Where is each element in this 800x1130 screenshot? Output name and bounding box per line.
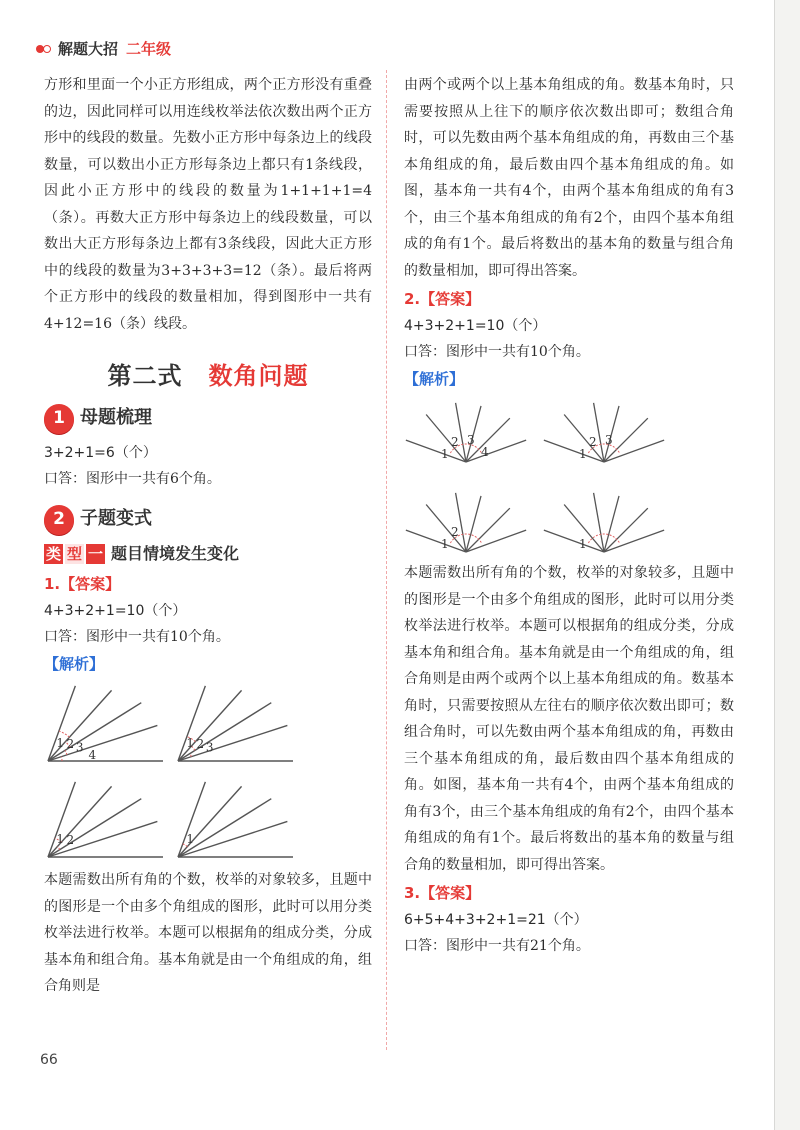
fan-figure-2 <box>178 686 293 761</box>
fan-figure-3 <box>48 782 163 857</box>
q1-formula: 4+3+2+1=10（个） <box>44 602 187 619</box>
angle-label: 3 <box>205 740 214 755</box>
ray-line <box>594 493 604 552</box>
running-header <box>36 38 171 59</box>
q1-answer: 口答：图形中一共有10个角。 <box>44 629 230 645</box>
type-char-1: 类 <box>46 544 62 563</box>
page-number: 66 <box>40 1052 58 1068</box>
angle-label: 3 <box>605 433 613 447</box>
fan-figure-4 <box>178 782 293 857</box>
ray-line <box>604 508 648 552</box>
angle-label: 1 <box>579 447 587 461</box>
fan-figure-5 <box>406 403 526 462</box>
ray-line <box>178 703 271 761</box>
type-char-2: 型 <box>67 544 83 563</box>
angle-label: 1 <box>441 447 449 461</box>
q3-answer-label: 3.【答案】 <box>404 884 481 902</box>
angle-label: 2 <box>196 737 205 752</box>
fan-figure-7 <box>406 493 526 552</box>
type-char-3: 一 <box>88 544 104 563</box>
angle-label: 3 <box>467 433 475 447</box>
q1-jiexi-label: 【解析】 <box>44 654 105 673</box>
angle-label: 2 <box>66 833 75 848</box>
ray-line <box>456 493 466 552</box>
fan-figure-1 <box>48 686 163 762</box>
ray-line <box>178 799 271 857</box>
angle-label: 2 <box>66 737 75 752</box>
q3-answer: 口答：图形中一共有21个角。 <box>404 938 590 954</box>
angle-label: 4 <box>88 748 97 763</box>
angle-label: 1 <box>186 832 194 847</box>
part2-badge: 2 <box>44 505 74 535</box>
ray-line <box>48 799 141 857</box>
section-title <box>44 363 372 390</box>
ray-line <box>456 403 466 462</box>
angle-label: 2 <box>451 525 459 539</box>
q2-jiexi-label: 【解析】 <box>404 369 465 388</box>
angle-label: 1 <box>56 736 64 751</box>
q2-angle-figures <box>404 392 734 560</box>
part1-badge: 1 <box>44 404 74 434</box>
q2-explanation: 本题需数出所有角的个数，枚举的对象较多，且题中的图形是一个由多个角组成的图形，此时可以用分类枚举法进行枚举。本题可以根据角的组成分类，分成基本角和组合角。基本角就是由一个角组成的角，组合角则是由两个或两个以上基本角组成的角。数基本角时，只需要按照从左往右的顺序依次数出即可；数组合角时，可以先数由两个基本角组成的角，再数由三个基本角组成的角，最后数由四个基本角组成的角。如图，基本角一共有4个，由两个基本角组成的角有3个，由三个基本角组成的角有2个，由四个基本角组成的角有1个。最后将数出的基本角的数量与组合角的数量相加，即可得出答案。 <box>404 565 734 873</box>
angle-label: 1 <box>186 736 194 751</box>
ray-line <box>466 530 526 552</box>
ray-line <box>604 530 664 552</box>
header-dots-icon <box>36 45 52 53</box>
right-column <box>404 72 734 960</box>
angle-label: 1 <box>579 537 587 551</box>
part2-heading <box>44 505 372 535</box>
part1-formula: 3+2+1=6（个） <box>44 444 157 461</box>
page-edge <box>774 0 800 1130</box>
angle-arc <box>65 750 67 754</box>
header-grade: 二年级 <box>126 40 172 58</box>
q1-explanation: 本题需数出所有角的个数，枚举的对象较多，且题中的图形是一个由多个角组成的图形，此时可以用分类枚举法进行枚举。本题可以根据角的组成分类，分成基本角和组合角。基本角就是由一个角组成的角，组合角则是 <box>44 872 372 994</box>
q1-angle-figures <box>44 677 372 867</box>
section-title-number: 第二式 <box>107 362 183 390</box>
part1-heading <box>44 404 372 434</box>
q3-formula: 6+5+4+3+2+1=21（个） <box>404 911 588 928</box>
q1-explanation-continued: 由两个或两个以上基本角组成的角。数基本角时，只需要按照从上往下的顺序依次数出即可；数组合角时，可以先数由两个基本角组成的角，再数由三个基本角组成的角，最后数由四个基本角组成的角。如图，基本角一共有4个，由两个基本角组成的角有3个，由三个基本角组成的角有2个，由四个基本角组成的角有1个。最后将数出的基本角的数量与组合角的数量相加，即可得出答案。 <box>404 77 734 279</box>
q2-answer-label: 2.【答案】 <box>404 290 481 308</box>
ray-line <box>466 508 510 552</box>
column-divider <box>386 70 387 1050</box>
section-title-topic: 数角问题 <box>208 362 309 390</box>
part1-title: 母题梳理 <box>80 407 152 429</box>
intro-paragraph: 方形和里面一个小正方形组成，两个正方形没有重叠的边，因此同样可以用连线枚举法依次数出两个正方形中的线段的数量。先数小正方形中每条边上的线段数量，可以数出小正方形每条边上都只有1条线段，因此小正方形中的线段的数量为1+1+1+1=4（条）。再数大正方形中每条边上的线段数量，可以数出大正方形每条边上都有3条线段，因此大正方形中的线段的数量为3+3+3+3=12（条）。最后将两个正方形中的线段的数量相加，得到图形中一共有4+12=16（条）线段。 <box>44 77 372 332</box>
angle-label: 2 <box>589 435 597 449</box>
angle-label: 1 <box>56 832 64 847</box>
part2-title: 子题变式 <box>80 508 152 530</box>
q2-answer: 口答：图形中一共有10个角。 <box>404 344 590 360</box>
q2-formula: 4+3+2+1=10（个） <box>404 317 547 334</box>
angle-label: 4 <box>481 445 489 459</box>
part1-answer: 口答：图形中一共有6个角。 <box>44 471 221 487</box>
q1-answer-label: 1.【答案】 <box>44 575 121 593</box>
ray-line <box>604 440 664 462</box>
angle-label: 1 <box>441 537 449 551</box>
fan-figure-6 <box>544 403 664 462</box>
header-book-title: 解题大招 <box>58 40 119 58</box>
type-title: 题目情境发生变化 <box>111 543 240 563</box>
angle-label: 2 <box>451 435 459 449</box>
left-column <box>44 72 372 1000</box>
ray-line <box>594 403 604 462</box>
type-heading <box>44 541 372 568</box>
ray-line <box>466 440 526 462</box>
angle-label: 3 <box>75 740 84 755</box>
fan-figure-8 <box>544 493 664 552</box>
